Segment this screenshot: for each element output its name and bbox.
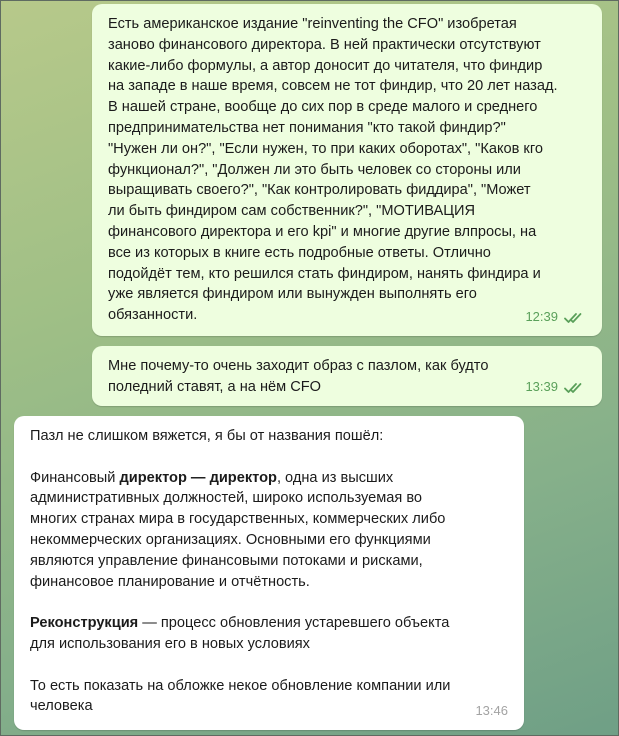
definition-director [30, 468, 508, 489]
read-double-check-icon [564, 382, 586, 394]
message-line: финансового директора и его kpi" и многие другие влпросы, на [108, 223, 537, 240]
message-line: для использования его в новых условиях [30, 635, 310, 652]
definition-rest: , одна из высших [276, 469, 394, 486]
message-line: являются управление финансовыми потоками и рисками, [30, 552, 423, 569]
message-line: обязанности. [108, 307, 198, 324]
message-line: уже является финдиром или вынужден выполнять его [108, 286, 477, 303]
message-text [108, 356, 586, 398]
message-meta [525, 307, 586, 328]
message-line: финансовое планирование и отчётность. [30, 573, 310, 590]
message-line: какие-либо формулы, а автор доносит до читателя, что финдир [108, 57, 543, 74]
message-time: 12:39 [525, 309, 558, 325]
definition-term: Реконструкция [30, 615, 139, 632]
message-line: Пазл не слишком вяжется, я бы от названия пошёл: [30, 428, 384, 444]
message-line: подойдёт тем, кто решился стать финдиром, нанять финдира и [108, 265, 541, 282]
message-line: административных должностей, широко используемая во [30, 490, 423, 507]
message-line: То есть показать на обложке некое обновление компании или [30, 677, 451, 694]
message-line: заново финансового директора. В ней практически отсутствуют [108, 36, 541, 53]
outgoing-message[interactable] [92, 4, 602, 336]
message-line: некоммерческих организациях. Основными его функциями [30, 531, 431, 548]
message-line: Мне почему-то очень заходит образ с пазлом, как будто [108, 358, 489, 374]
message-line: ли быть финдиром сам собственник?", "МОТИВАЦИЯ [108, 203, 476, 220]
message-line: все из которых в книге есть подробные ответы. Отлично [108, 244, 491, 261]
message-line: поледний ставят, а на нём CFO [108, 378, 322, 395]
message-time: 13:39 [525, 379, 558, 395]
message-time: 13:46 [475, 703, 508, 719]
message-text [108, 14, 586, 326]
message-line: многих странах мира в государственных, коммерческих либо [30, 511, 446, 528]
message-line: В нашей стране, вообще до сих пор в среде малого и среднего [108, 99, 538, 116]
incoming-message[interactable] [14, 416, 524, 730]
message-line: на западе в наше время, совсем не тот финдир, что 20 лет назад. [108, 78, 558, 95]
message-meta [525, 377, 586, 398]
message-line: человека [30, 698, 93, 715]
read-double-check-icon [564, 312, 586, 324]
message-line: функционал?", "Должен ли это быть человек со стороны или [108, 161, 521, 178]
outgoing-message[interactable] [92, 346, 602, 406]
message-line: выращивать своего?", "Как контролировать фиддира", "Может [108, 182, 531, 199]
definition-term: директор — директор [119, 469, 277, 486]
message-line: Есть американское издание "reinventing the CFO" изобретая [108, 16, 517, 32]
definition-reconstruction [30, 613, 508, 634]
message-meta [475, 701, 508, 722]
message-line: предпринимательства нет понимания "кто такой финдир?" [108, 119, 506, 136]
definition-prefix: Финансовый [30, 469, 120, 486]
message-text [30, 426, 508, 717]
message-line: "Нужен ли он?", "Если нужен, то при каких оборотах", "Каков кго [108, 140, 543, 157]
definition-rest: — процесс обновления устаревшего объекта [138, 615, 450, 632]
